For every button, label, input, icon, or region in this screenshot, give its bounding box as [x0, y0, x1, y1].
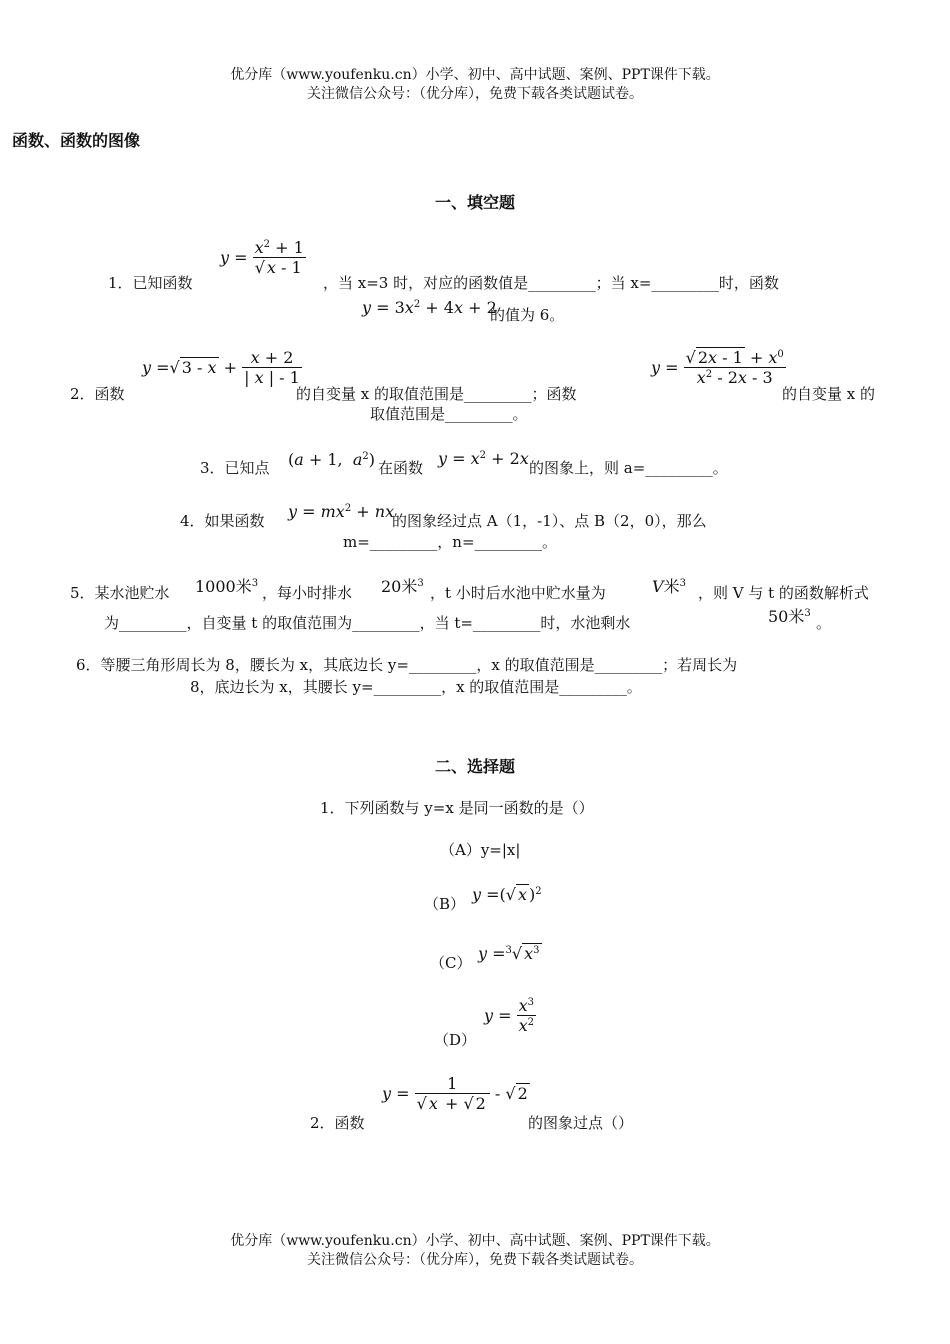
q4-line2: m=_________，n=_________。 [343, 533, 558, 551]
q1-formula-2: $y = 3x^2 + 4x + 2$ [362, 298, 497, 317]
q3-mid: 在函数 [378, 459, 424, 477]
q5-volume-1000: 1000米$^3$ [195, 577, 259, 596]
q1-mid: ，当 x=3 时，对应的函数值是_________；当 x=_________时，函数 [323, 274, 779, 292]
q3-suffix: 的图象上，则 a=_________。 [529, 459, 728, 477]
section-1-heading: 一、填空题 [434, 193, 515, 212]
q2-formula-2: y = $\frac{√ 2x - 1 + x^0}{x^2 - 2x - 3}$ [651, 348, 784, 387]
q3-point: (a + 1, $a^2$) [288, 450, 375, 469]
q1-prefix: 1．已知函数 [108, 274, 193, 292]
q2-formula-1: y =√ 3 - x + $\frac{x + 2}{| x | - 1}$ [142, 348, 300, 387]
q6-line1: 6．等腰三角形周长为 8，腰长为 x，其底边长 y=_________，x 的取值范围是_________；若周长为 [76, 656, 738, 674]
q1-suffix: 的值为 6。 [490, 306, 565, 324]
choice-q1-option-c-formula: y =$^3$√ $x^3$ [478, 944, 540, 963]
footer-line-2: 关注微信公众号：（优分库），免费下载各类试题试卷。 [307, 1252, 643, 1268]
choice-q1-option-d-label: （D） [434, 1031, 477, 1049]
q3-prefix: 3．已知点 [200, 459, 270, 477]
q5-part-2: ，每小时排水 [262, 584, 353, 602]
q5-volume-v: V米$^3$ [652, 577, 686, 596]
header-line-1: 优分库（www.youfenku.cn）小学、初中、高中试题、案例、PPT课件下载。 [230, 67, 720, 83]
q4-formula: $y = mx^2$ + nx [288, 502, 395, 521]
q2-line2: 取值范围是_________。 [370, 405, 528, 423]
q2-tail: 的自变量 x 的 [782, 385, 875, 403]
q5-line2-end: 。 [816, 614, 832, 632]
document-title: 函数、函数的图像 [12, 131, 141, 150]
choice-q1-option-d-formula: y = $\frac{x^3}{x^2}$ [484, 996, 535, 1035]
choice-q2-prefix: 2．函数 [310, 1114, 365, 1132]
q4-prefix: 4．如果函数 [180, 512, 265, 530]
q5-part-1: 5．某水池贮水 [70, 584, 170, 602]
choice-q2-formula: y = $\frac{1}{√ x + √ 2}$ - √ 2 [382, 1074, 528, 1113]
q1-formula: y = $\frac{x^2 + 1}{√ x - 1}$ [220, 238, 304, 277]
q5-line2: 为_________，自变量 t 的取值范围为_________，当 t=_________时，水池剩水 [104, 614, 631, 632]
choice-q1-option-b-formula: y =(√ x )$^2$ [472, 885, 542, 904]
choice-q2-suffix: 的图象过点（） [528, 1114, 634, 1132]
q5-volume-20: 20米$^3$ [381, 577, 424, 596]
footer-line-1: 优分库（www.youfenku.cn）小学、初中、高中试题、案例、PPT课件下载。 [230, 1233, 720, 1249]
q2-mid: 的自变量 x 的取值范围是_________；函数 [296, 385, 577, 403]
choice-q1-option-b-label: （B） [424, 895, 466, 913]
q3-formula: $y = x^2 + 2x$ [438, 449, 529, 468]
q5-part-3: ，t 小时后水池中贮水量为 [430, 584, 606, 602]
section-2-heading: 二、选择题 [434, 757, 515, 776]
q5-volume-50: 50米$^3$ [768, 607, 811, 626]
header-line-2: 关注微信公众号：（优分库），免费下载各类试题试卷。 [307, 86, 643, 102]
choice-q1-option-c-label: （C） [430, 954, 472, 972]
q5-part-4: ，则 V 与 t 的函数解析式 [698, 584, 869, 602]
q6-line2: 8，底边长为 x，其腰长 y=_________，x 的取值范围是_________。 [190, 678, 642, 696]
q4-suffix: 的图象经过点 A（1，-1）、点 B（2，0），那么 [392, 512, 707, 530]
choice-q1-stem: 1．下列函数与 y=x 是同一函数的是（） [320, 799, 594, 817]
q2-prefix: 2．函数 [70, 385, 125, 403]
choice-q1-option-a: （A）y=|x| [440, 841, 521, 859]
